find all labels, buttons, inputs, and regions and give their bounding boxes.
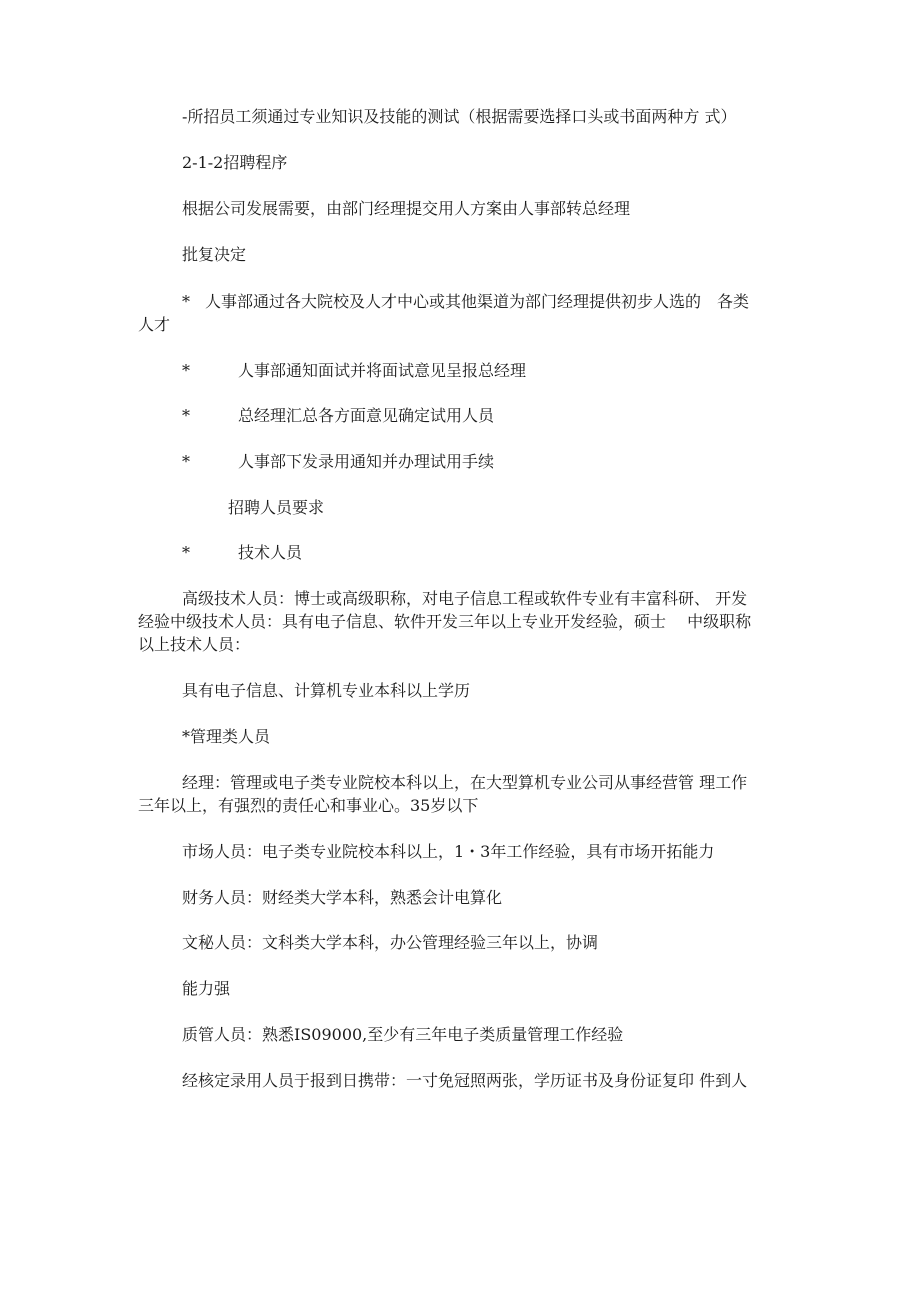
bullet-line-hiring-notice: [182, 451, 495, 472]
bullet-marker: *: [182, 292, 190, 311]
bullet-marker: *: [182, 543, 190, 562]
bullet-continuation: 人才: [138, 315, 171, 334]
bullet-line-candidates: [182, 291, 750, 312]
bullet-line-trial-staff: [182, 405, 495, 426]
bullet-text: 人事部通过各大院校及人才中心或其他渠道为部门经理提供初步人选的 各类: [205, 292, 750, 311]
paragraph-manager-line2: 三年以上，有强烈的责任心和事业心。35岁以下: [138, 796, 479, 815]
bullet-text: 技术人员: [238, 543, 303, 562]
bullet-marker: *: [182, 452, 190, 471]
bullet-line-interview: [182, 360, 527, 381]
paragraph-technical-requirements-line1: 高级技术人员：博士或高级职称，对电子信息工程或软件专业有丰富科研、 开发: [182, 589, 748, 608]
section-heading-recruitment-procedure: 2-1-2招聘程序: [182, 153, 288, 172]
paragraph-approval: 批复决定: [182, 245, 247, 264]
paragraph-finance-staff: 财务人员：财经类大学本科，熟悉会计电算化: [182, 888, 503, 907]
paragraph-quality-staff: 质管人员：熟悉IS09000,至少有三年电子类质量管理工作经验: [182, 1025, 624, 1044]
paragraph-procedure-start: 根据公司发展需要，由部门经理提交用人方案由人事部转总经理: [182, 199, 631, 218]
paragraph-test-requirement: -所招员工须通过专业知识及技能的测试（根据需要选择口头或书面两种方 式）: [182, 107, 737, 126]
bullet-line-technical-staff: [182, 542, 303, 563]
bullet-marker: *: [182, 406, 190, 425]
paragraph-secretary-cont: 能力强: [182, 979, 231, 998]
paragraph-technical-requirements-line2: 经验中级技术人员：具有电子信息、软件开发三年以上专业开发经验，硕士 中级职称: [138, 612, 752, 631]
paragraph-manager-line1: 经理：管理或电子类专业院校本科以上，在大型算机专业公司从事经营管 理工作: [182, 773, 748, 792]
paragraph-marketing-staff: 市场人员：电子类专业院校本科以上，1・3年工作经验，具有市场开拓能力: [182, 842, 715, 861]
paragraph-education: 具有电子信息、计算机专业本科以上学历: [182, 681, 471, 700]
bullet-marker: *: [182, 361, 190, 380]
paragraph-onboarding: 经核定录用人员于报到日携带：一寸免冠照两张，学历证书及身份证复印 件到人: [182, 1071, 748, 1090]
paragraph-secretary-staff: 文秘人员：文科类大学本科，办公管理经验三年以上，协调: [182, 933, 599, 952]
bullet-text: 总经理汇总各方面意见确定试用人员: [238, 406, 495, 425]
paragraph-technical-requirements-line3: 以上技术人员：: [138, 635, 251, 654]
bullet-text: 人事部下发录用通知并办理试用手续: [238, 452, 495, 471]
subheading-management-staff: *管理类人员: [182, 727, 271, 746]
bullet-text: 人事部通知面试并将面试意见呈报总经理: [238, 361, 527, 380]
subheading-staff-requirements: 招聘人员要求: [228, 498, 325, 517]
